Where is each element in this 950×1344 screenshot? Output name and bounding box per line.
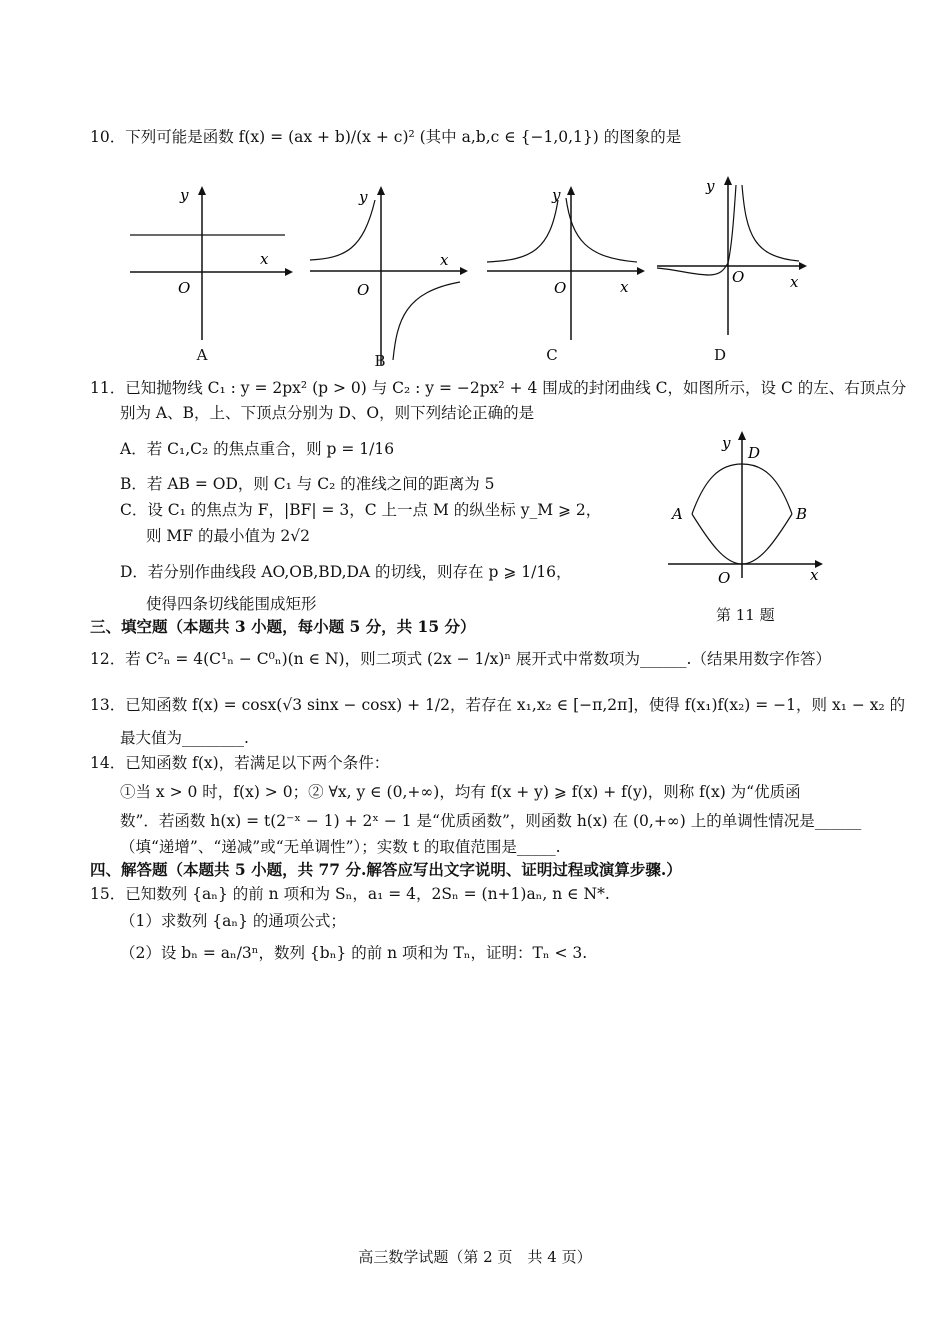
q11-fig-y-label: y	[722, 434, 731, 452]
section-4-heading: 四、解答题（本题共 5 小题，共 77 分.解答应写出文字说明、证明过程或演算步骤.）	[90, 860, 682, 879]
graph-c-y-label: y	[552, 186, 561, 204]
graph-a-x-label: x	[260, 250, 269, 268]
q13-line2: 最大值为________.	[120, 729, 249, 747]
graph-c-label: C	[546, 346, 558, 364]
graph-d	[654, 175, 814, 350]
graph-b-label: B	[374, 352, 386, 370]
q11-option-c1: C．设 C₁ 的焦点为 F，|BF| = 3，C 上一点 M 的纵坐标 y_M ⩾ 2，	[120, 501, 602, 519]
q11-option-b: B．若 AB = OD，则 C₁ 与 C₂ 的准线之间的距离为 5	[120, 475, 495, 493]
q13-line1: 13．已知函数 f(x) = cosx(√3 sinx − cosx) + 1/2，若存在 x₁,x₂ ∈ [−π,2π]，使得 f(x₁)f(x₂) = −1，则 x₁ − x₂ 的	[90, 696, 906, 714]
section-3-heading: 三、填空题（本题共 3 小题，每小题 5 分，共 15 分）	[90, 617, 476, 636]
graph-d-x-label: x	[790, 273, 799, 291]
graph-d-y-label: y	[706, 177, 715, 195]
q14-line2: ①当 x > 0 时，f(x) > 0；② ∀x, y ∈ (0,+∞)，均有 f(x + y) ⩾ f(x) + f(y)，则称 f(x) 为“优质函	[120, 783, 801, 801]
q15-line3: （2）设 bₙ = aₙ/3ⁿ，数列 {bₙ} 的前 n 项和为 Tₙ，证明：Tₙ < 3.	[120, 944, 588, 962]
q11-fig-b-label: B	[796, 505, 808, 523]
q14-line4: （填“递增”、“递减”或“无单调性”）；实数 t 的取值范围是_____.	[120, 838, 561, 856]
graph-a-origin: O	[178, 279, 191, 297]
q12-text: 12．若 C²ₙ = 4(C¹ₙ − C⁰ₙ)(n ∈ N)，则二项式 (2x − 1/x)ⁿ 展开式中常数项为______.（结果用数字作答）	[90, 650, 831, 668]
graph-c	[482, 180, 652, 350]
q14-line3: 数”．若函数 h(x) = t(2⁻ˣ − 1) + 2ˣ − 1 是“优质函数”，则函数 h(x) 在 (0,+∞) 上的单调性情况是______	[120, 812, 862, 830]
q11-figure	[660, 428, 830, 593]
q11-option-c2: 则 MF 的最小值为 2√2	[146, 527, 311, 545]
graph-b	[305, 180, 475, 370]
q11-line1: 11．已知抛物线 C₁ : y = 2px² (p > 0) 与 C₂ : y = −2px² + 4 围成的封闭曲线 C，如图所示，设 C 的左、右顶点分	[90, 379, 907, 397]
graph-c-origin: O	[554, 279, 567, 297]
q14-line1: 14．已知函数 f(x)，若满足以下两个条件：	[90, 754, 390, 772]
graph-c-x-label: x	[620, 278, 629, 296]
q11-option-a: A．若 C₁,C₂ 的焦点重合，则 p = 1/16	[120, 440, 395, 458]
q11-option-d2: 使得四条切线能围成矩形	[146, 595, 317, 613]
q11-fig-a-label: A	[672, 505, 683, 523]
graph-b-y-label: y	[359, 188, 368, 206]
graph-b-origin: O	[357, 281, 370, 299]
graph-a	[120, 180, 300, 350]
q15-line1: 15．已知数列 {aₙ} 的前 n 项和为 Sₙ，a₁ = 4，2Sₙ = (n+1)aₙ, n ∈ N*.	[90, 885, 610, 903]
page-footer: 高三数学试题（第 2 页 共 4 页）	[358, 1248, 592, 1266]
q11-line2: 别为 A、B，上、下顶点分别为 D、O，则下列结论正确的是	[120, 404, 535, 422]
q10-text: 10．下列可能是函数 f(x) = (ax + b)/(x + c)² (其中 a,b,c ∈ {−1,0,1}) 的图象的是	[90, 128, 682, 146]
graph-d-label: D	[713, 346, 727, 364]
q11-option-d1: D．若分别作曲线段 AO,OB,BD,DA 的切线，则存在 p ⩾ 1/16，	[120, 563, 572, 581]
q11-fig-o-label: O	[718, 569, 731, 587]
graph-b-x-label: x	[440, 251, 449, 269]
q11-figure-caption: 第 11 题	[716, 606, 775, 624]
graph-a-y-label: y	[180, 186, 189, 204]
q11-fig-x-label: x	[810, 566, 819, 584]
graph-a-label: A	[196, 346, 208, 364]
graph-d-origin: O	[732, 268, 745, 286]
q15-line2: （1）求数列 {aₙ} 的通项公式；	[120, 912, 346, 930]
q11-fig-d-label: D	[748, 444, 761, 462]
